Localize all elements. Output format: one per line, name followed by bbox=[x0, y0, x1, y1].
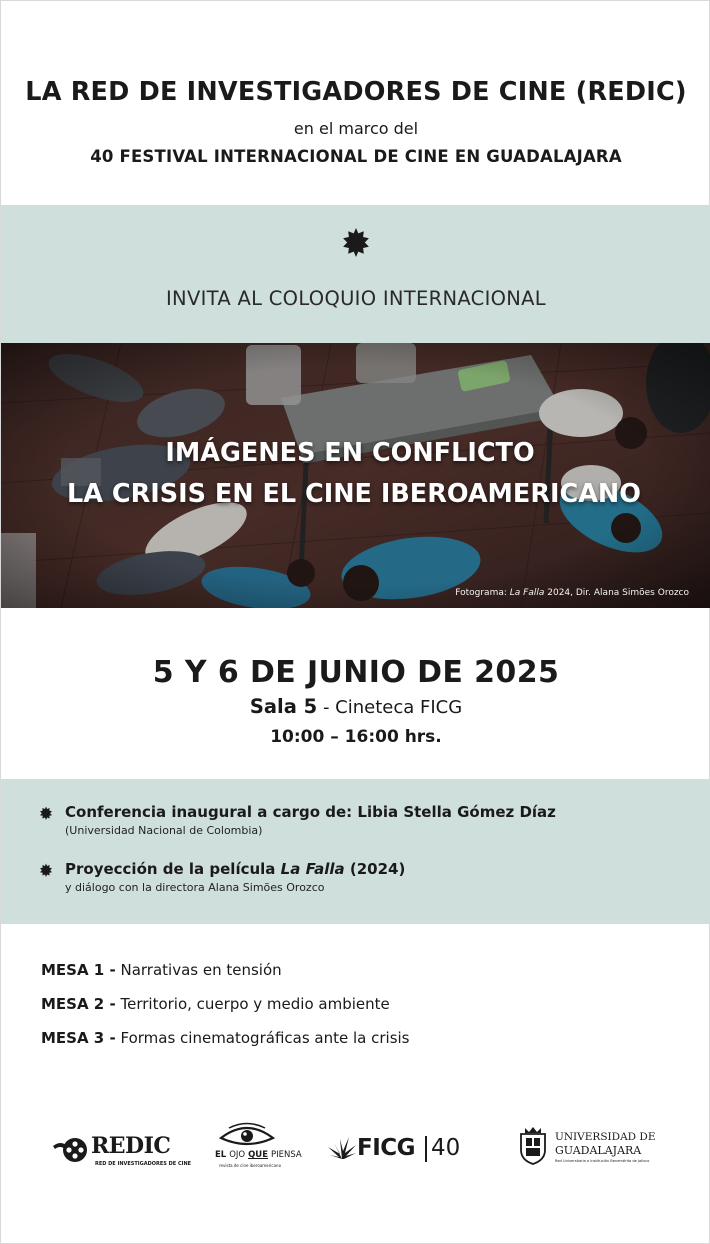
udg-tagline: Red Universitaria e Institución Benemérita de Jalisco bbox=[555, 1159, 650, 1163]
panel-topic: Formas cinematográficas ante la crisis bbox=[120, 1029, 410, 1047]
ojo-tagline: revista de cine iberoamericano bbox=[219, 1163, 282, 1168]
photo-credit-suffix: 2024, Dir. Alana Simões Orozco bbox=[547, 588, 689, 598]
program-item-subtitle: (Universidad Nacional de Colombia) bbox=[65, 824, 263, 837]
event-details bbox=[1, 608, 710, 779]
screening-prefix: Proyección de la película bbox=[65, 860, 276, 878]
event-hours: 10:00 – 16:00 hrs. bbox=[270, 727, 442, 747]
program-item-subtitle: y diálogo con la directora Alana Simões Orozco bbox=[65, 881, 325, 894]
panel-item bbox=[41, 995, 390, 1013]
invitation-band bbox=[1, 205, 710, 343]
colloquium-title-line2: LA CRISIS EN EL CINE IBEROAMERICANO bbox=[67, 479, 641, 509]
screening-film: La Falla bbox=[280, 860, 345, 878]
el-ojo-que-piensa-logo bbox=[213, 1120, 302, 1170]
poster-header bbox=[1, 1, 710, 205]
panel-label: MESA 2 - bbox=[41, 995, 116, 1013]
university-crest-icon bbox=[517, 1126, 549, 1166]
ficg-logo bbox=[327, 1134, 471, 1166]
festival-name: 40 FESTIVAL INTERNACIONAL DE CINE EN GUADALAJARA bbox=[90, 147, 622, 166]
event-room: Sala 5 bbox=[249, 695, 318, 718]
photo-credit-prefix: Fotograma: bbox=[455, 588, 507, 598]
seal-star-icon bbox=[341, 227, 371, 257]
colloquium-title-line1: IMÁGENES EN CONFLICTO bbox=[165, 438, 535, 468]
redic-name: REDIC bbox=[91, 1133, 171, 1159]
panel-item bbox=[41, 1029, 410, 1047]
organizer-subtitle: en el marco del bbox=[293, 119, 419, 138]
agave-icon bbox=[327, 1137, 357, 1161]
ojo-name-part: EL bbox=[215, 1150, 227, 1160]
panel-item bbox=[41, 961, 282, 979]
program-item-title bbox=[65, 860, 405, 878]
udg-logo bbox=[517, 1124, 667, 1174]
invitation-text: INVITA AL COLOQUIO INTERNACIONAL bbox=[166, 287, 546, 310]
hero-image bbox=[1, 343, 710, 608]
program-item-title: Conferencia inaugural a cargo de: Libia Stella Gómez Díaz bbox=[65, 803, 556, 821]
redic-tagline: RED DE INVESTIGADORES DE CINE bbox=[95, 1161, 192, 1167]
ficg-edition: 40 bbox=[431, 1135, 461, 1161]
film-still-image bbox=[1, 343, 710, 608]
panel-topic: Narrativas en tensión bbox=[120, 961, 282, 979]
ojo-name bbox=[215, 1150, 302, 1160]
photo-credit bbox=[455, 588, 689, 598]
panel-label: MESA 3 - bbox=[41, 1029, 116, 1047]
event-venue: - Cineteca FICG bbox=[322, 697, 463, 718]
photo-credit-film: La Falla bbox=[509, 588, 545, 598]
seal-star-icon bbox=[39, 806, 53, 820]
organizer-title: LA RED DE INVESTIGADORES DE CINE (REDIC) bbox=[25, 77, 687, 107]
panel-topic: Territorio, cuerpo y medio ambiente bbox=[120, 995, 390, 1013]
ojo-name-part: PIENSA bbox=[270, 1150, 302, 1160]
udg-line1: UNIVERSIDAD DE bbox=[555, 1131, 656, 1143]
ojo-name-part: OJO bbox=[229, 1150, 246, 1160]
film-reel-icon bbox=[51, 1136, 91, 1164]
ojo-name-part: QUE bbox=[248, 1150, 268, 1160]
ficg-name: FICG bbox=[357, 1135, 416, 1161]
redic-logo bbox=[51, 1132, 192, 1170]
udg-line2: GUADALAJARA bbox=[555, 1144, 642, 1157]
logo-divider bbox=[425, 1136, 427, 1162]
event-location bbox=[1, 695, 710, 718]
eye-icon bbox=[219, 1122, 275, 1148]
program-band bbox=[1, 779, 710, 924]
panel-label: MESA 1 - bbox=[41, 961, 116, 979]
event-dates: 5 Y 6 DE JUNIO DE 2025 bbox=[152, 655, 560, 690]
seal-star-icon bbox=[39, 863, 53, 877]
screening-year: (2024) bbox=[349, 860, 406, 878]
sponsor-logos bbox=[1, 1116, 710, 1186]
